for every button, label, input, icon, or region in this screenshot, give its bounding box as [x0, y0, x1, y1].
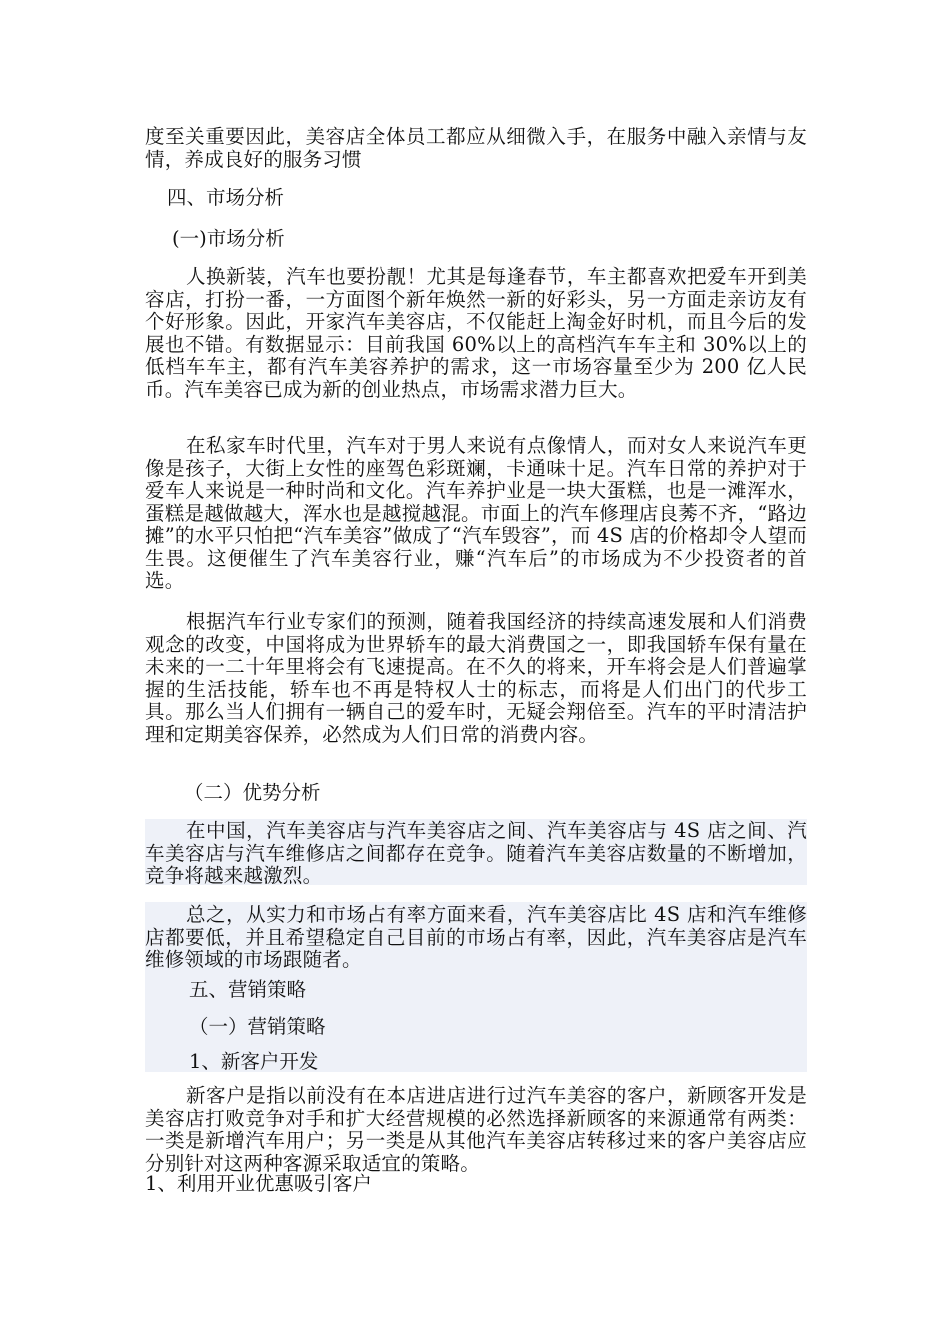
market-paragraph-1: 人换新装，汽车也要扮靓！尤其是每逢春节，车主都喜欢把爱车开到美容店，打扮一番，一方面图个新年焕然一新的好彩头，另一方面走亲访友有个好形象。因此，开家汽车美容店，不仅能赶上淘金好时机，而且今后的发展也不错。有数据显示：目前我国 60%以上的高档汽车车主和 30%以上的低档车车主，都有汽车美容养护的需求，这一市场容量至少为 200 亿人民币。汽车美容已成为新的创业热点，市场需求潜力巨大。 — [145, 265, 807, 401]
subheading-marketing-strategy: （一）营销策略 — [189, 1015, 326, 1038]
item-heading-new-customer: 1、新客户开发 — [189, 1050, 319, 1073]
section-heading-marketing-strategy: 五、营销策略 — [189, 978, 307, 1001]
market-paragraph-3: 根据汽车行业专家们的预测，随着我国经济的持续高速发展和人们消费观念的改变，中国将成为世界轿车的最大消费国之一，即我国轿车保有量在未来的一二十年里将会有飞速提高。在不久的将来，开车将会是人们普遍掌握的生活技能，轿车也不再是特权人士的标志，而将是人们出门的代步工具。那么当人们拥有一辆自己的爱车时，无疑会翔倍至。汽车的平时清洁护理和定期美容保养，必然成为人们日常的消费内容。 — [145, 610, 807, 746]
advantage-paragraph-1: 在中国，汽车美容店与汽车美容店之间、汽车美容店与 4S 店之间、汽车美容店与汽车维修店之间都存在竞争。随着汽车美容店数量的不断增加，竞争将越来越激烈。 — [145, 819, 807, 887]
subheading-advantage-analysis: （二）优势分析 — [184, 781, 321, 804]
market-paragraph-2: 在私家车时代里，汽车对于男人来说有点像情人，而对女人来说汽车更像是孩子，大街上女性的座驾色彩斑斓，卡通味十足。汽车日常的养护对于爱车人来说是一种时尚和文化。汽车养护业是一块大蛋糕，也是一滩浑水，蛋糕是越做越大，浑水也是越搅越混。市面上的汽车修理店良莠不齐，“路边摊”的水平只怕把“汽车美容”做成了“汽车毁容”，而 4S 店的价格却令人望而生畏。这便催生了汽车美容行业，赚“汽车后”的市场成为不少投资者的首选。 — [145, 434, 807, 592]
section-heading-market-analysis: 四、市场分析 — [167, 186, 285, 209]
advantage-paragraph-2: 总之，从实力和市场占有率方面来看，汽车美容店比 4S 店和汽车维修店都要低，并且希望稳定自己目前的市场占有率，因此，汽车美容店是汽车维修领域的市场跟随者。 — [145, 903, 807, 971]
new-customer-paragraph: 新客户是指以前没有在本店进店进行过汽车美容的客户，新顾客开发是美容店打败竞争对手和扩大经营规模的必然选择新顾客的来源通常有两类：一类是新增汽车用户；另一类是从其他汽车美容店转移过来的客户美容店应分别针对这两种客源采取适宜的策略。 — [145, 1084, 807, 1175]
subheading-market-analysis: (一)市场分析 — [172, 227, 285, 250]
item-heading-opening-offer: 1、利用开业优惠吸引客户 — [145, 1172, 372, 1195]
intro-paragraph: 度至关重要因此，美容店全体员工都应从细微入手，在服务中融入亲情与友情，养成良好的服务习惯 — [145, 125, 807, 171]
